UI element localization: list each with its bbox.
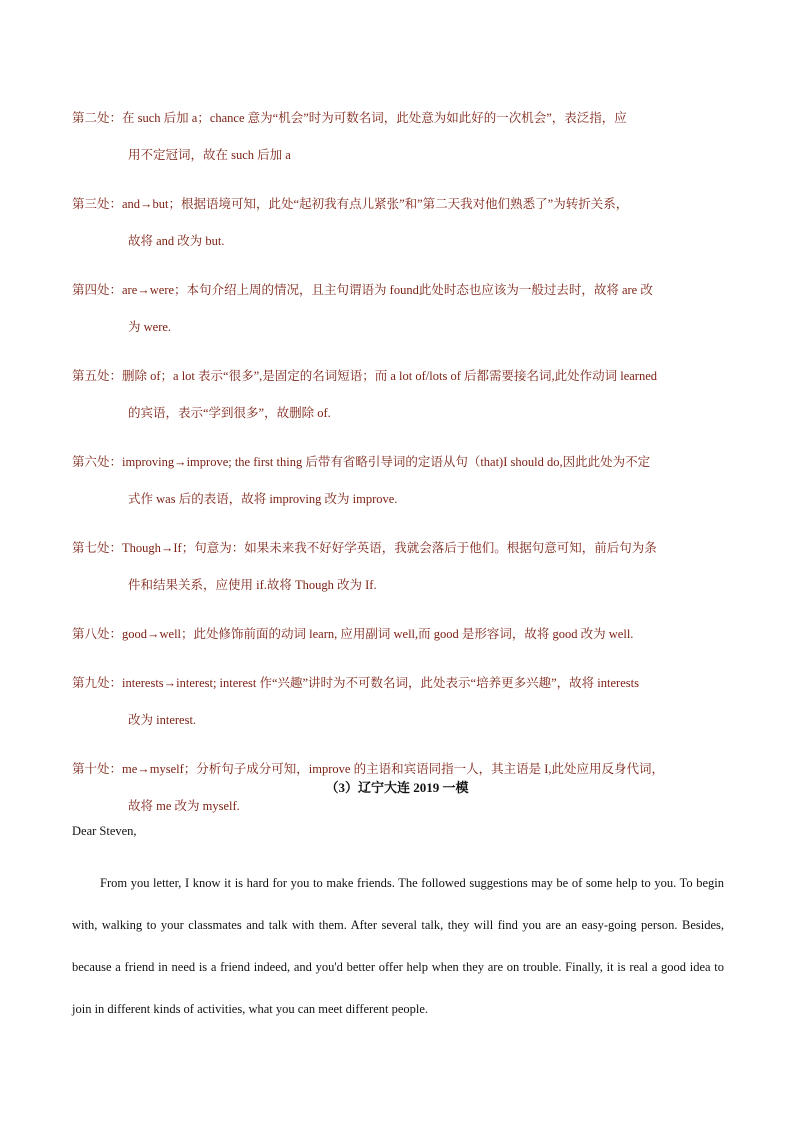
correction-note-8	[72, 616, 724, 653]
note-line: 第十处：me→myself；分析句子成分可知，improve 的主语和宾语同指一人，其主语是 I,此处应用反身代词，	[72, 762, 664, 776]
note-line: 第六处：improving→improve; the first thing 后带有省略引导词的定语从句（that)I should do,因此此处为不定	[72, 455, 651, 469]
note-line: 第二处：在 such 后加 a；chance 意为“机会”时为可数名词，此处意为如此好的一次机会”，表泛指，应	[72, 111, 627, 125]
note-line: 第三处：and→but；根据语境可知，此处“起初我有点儿紧张”和”第二天我对他们熟悉了”为转折关系，	[72, 197, 629, 211]
correction-note-5	[72, 358, 724, 432]
note-line: 第五处：删除 of；a lot 表示“很多”,是固定的名词短语；而 a lot of/lots of 后都需要接名词,此处作动词 learned	[72, 369, 658, 383]
note-line-continued: 为 were.	[128, 320, 172, 334]
correction-notes	[72, 100, 724, 837]
section-heading: （3）辽宁大连 2019 一模	[325, 780, 469, 795]
note-line-continued: 用不定冠词，故在 such 后加 a	[128, 148, 291, 162]
note-line-continued: 故将 me 改为 myself.	[128, 799, 240, 813]
correction-note-7	[72, 530, 724, 604]
note-line: 第九处：interests→interest; interest 作“兴趣”讲时为不可数名词，此处表示“培养更多兴趣”，故将 interests	[72, 676, 639, 690]
correction-note-3	[72, 186, 724, 260]
note-line: 第七处：Though→If；句意为：如果未来我不好好学英语，我就会落后于他们。根据句意可知，前后句为条	[72, 541, 657, 555]
correction-note-2	[72, 100, 724, 174]
note-line-continued: 的宾语，表示“学到很多”，故删除 of.	[128, 406, 331, 420]
note-line: 第八处：good→well；此处修饰前面的动词 learn, 应用副词 well,而 good 是形容词，故将 good 改为 well.	[72, 627, 634, 641]
letter-body: From you letter, I know it is hard for you to make friends. The followed suggestions may be of some help to you. To begin with, walking to your classmates and talk with them. After several talk, they will find you are an easy-going person. Besides, because a friend in need is a friend indeed, and you'd better offer help when they are on trouble. Finally, it is real a good idea to join in different kinds of activities, what you can meet different people.	[72, 876, 724, 1016]
correction-note-9	[72, 665, 724, 739]
note-line-continued: 式作 was 后的表语，故将 improving 改为 improve.	[128, 492, 398, 506]
correction-note-4	[72, 272, 724, 346]
note-line: 第四处：are→were；本句介绍上周的情况，且主句谓语为 found此处时态也应该为一般过去时，故将 are 改	[72, 283, 653, 297]
letter	[72, 820, 724, 1030]
note-line-continued: 件和结果关系，应使用 if.故将 Though 改为 If.	[128, 578, 377, 592]
note-line-continued: 改为 interest.	[128, 713, 197, 727]
correction-note-6	[72, 444, 724, 518]
note-line-continued: 故将 and 改为 but.	[128, 234, 225, 248]
letter-salutation: Dear Steven,	[72, 824, 137, 838]
